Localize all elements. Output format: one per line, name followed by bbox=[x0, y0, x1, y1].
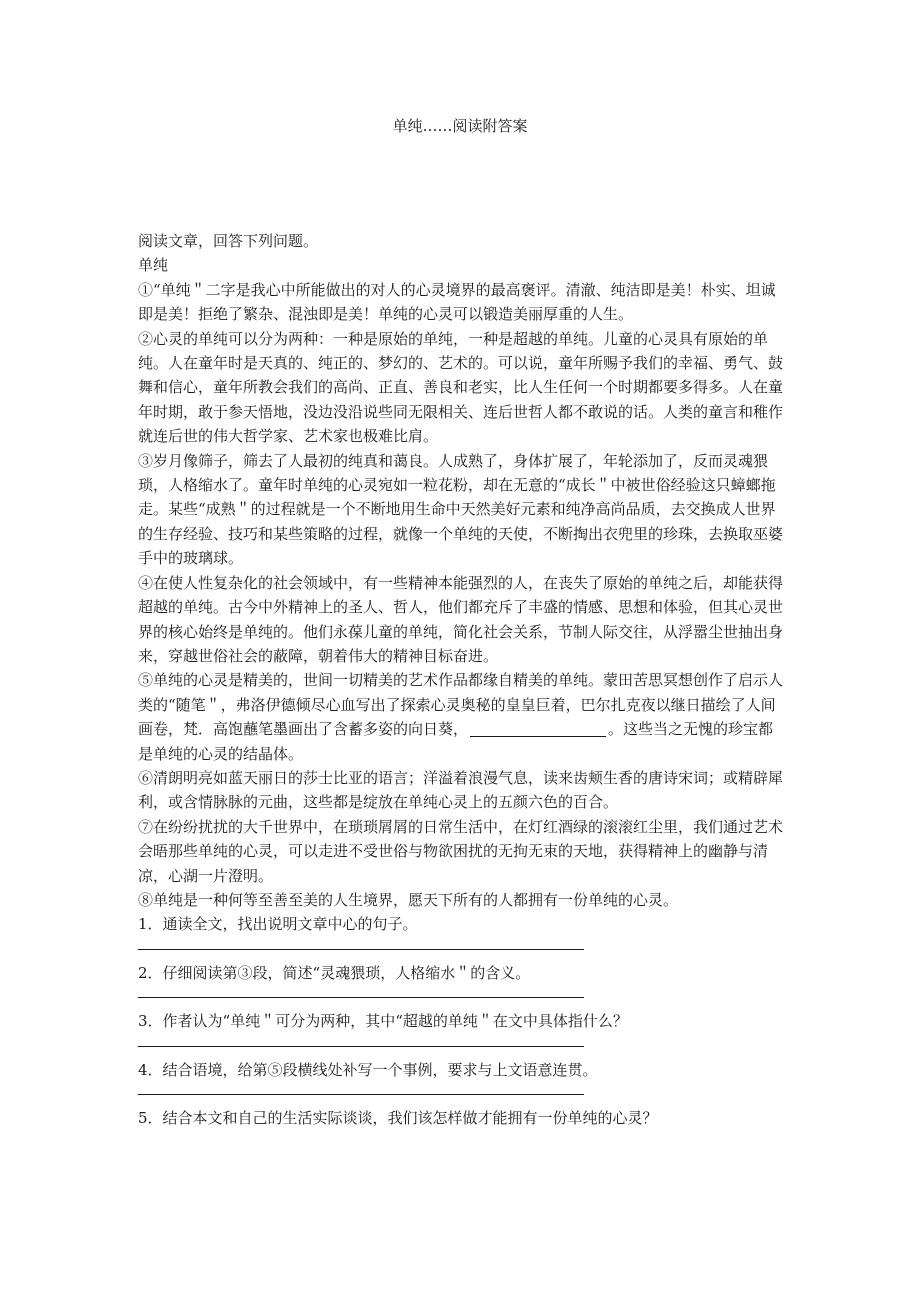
answer-line-2 bbox=[138, 997, 584, 998]
instruction-text: 阅读文章，回答下列问题。 bbox=[138, 232, 319, 250]
question-1: 1．通读全文，找出说明文章中心的句子。 bbox=[138, 915, 418, 934]
question-4: 4．结合语境，给第⑤段横线处补写一个事例，要求与上文语意连贯。 bbox=[138, 1060, 598, 1079]
answer-line-4 bbox=[138, 1094, 584, 1095]
answer-line-1 bbox=[138, 949, 584, 950]
paragraph-7: ⑦在纷纷扰扰的大千世界中，在琐琐屑屑的日常生活中，在灯红酒绿的滚滚红尘里，我们通过艺术会晤那些单纯的心灵，可以走进不受世俗与物欲困扰的无拘无束的天地，获得精神上的幽静与清凉，心湖一片澄明。 bbox=[138, 817, 784, 885]
paragraph-3: ③岁月像筛子，筛去了人最初的纯真和蔼良。人成熟了，身体扩展了，年轮添加了，反而灵魂猥琐，人格缩水了。童年时单纯的心灵宛如一粒花粉，却在无意的“成长＂中被世俗经验这只蟑螂拖走。某些“成熟＂的过程就是一个不断地用生命中天然美好元素和纯净高尚品质，去交换成人世界的生存经验、技巧和某些策略的过程，就像一个单纯的天使，不断掏出衣兜里的珍珠，去换取巫婆手中的玻璃球。 bbox=[138, 451, 784, 568]
paragraph-4: ④在使人性复杂化的社会领域中，有一些精神本能强烈的人，在丧失了原始的单纯之后，却能获得超越的单纯。古今中外精神上的圣人、哲人，他们都充斥了丰盛的情感、思想和体验，但其心灵世界的核心始终是单纯的。他们永葆儿童的单纯，简化社会关系，节制人际交往，从浮嚣尘世抽出身来，穿越世俗社会的蔽障，朝着伟大的精神目标奋进。 bbox=[138, 573, 784, 665]
question-2: 2．仔细阅读第③段，简述“灵魂猥琐，人格缩水＂的含义。 bbox=[138, 963, 531, 982]
question-3: 3．作者认为“单纯＂可分为两种，其中“超越的单纯＂在文中具体指什么？ bbox=[138, 1012, 628, 1031]
article-title: 单纯 bbox=[138, 256, 169, 275]
paragraph-5-text-after: 。这些当之无愧的珍宝都是单纯的心灵的结晶体。 bbox=[138, 720, 774, 763]
paragraph-5 bbox=[138, 668, 788, 766]
document-title: 单纯……阅读附答案 bbox=[392, 117, 528, 135]
document-body bbox=[138, 229, 788, 1130]
paragraph-5-text-before: ⑤单纯的心灵是精美的，世间一切精美的艺术作品都缘自精美的单纯。蒙田苦思冥想创作了启示人类的“随笔＂，弗洛伊德倾尽心血写出了探索心灵奥秘的皇皇巨着，巴尔扎克夜以继日描绘了人间画卷，梵．高饱蘸笔墨画出了含蓄多姿的向日葵， bbox=[138, 671, 784, 739]
paragraph-8: ⑧单纯是一种何等至善至美的人生境界，愿天下所有的人都拥有一份单纯的心灵。 bbox=[138, 890, 679, 909]
paragraph-1: ①“单纯＂二字是我心中所能做出的对人的心灵境界的最高褒评。清澈、纯洁即是美！朴实、坦诚即是美！拒绝了繁杂、混浊即是美！单纯的心灵可以锻造美丽厚重的人生。 bbox=[138, 280, 776, 324]
answer-line-3 bbox=[138, 1046, 584, 1047]
question-5: 5．结合本文和自己的生活实际谈谈，我们该怎样做才能拥有一份单纯的心灵？ bbox=[138, 1109, 658, 1127]
fill-in-blank-line bbox=[470, 721, 606, 737]
paragraph-6: ⑥清朗明亮如蓝天丽日的莎士比亚的语言；洋溢着浪漫气息，读来齿颊生香的唐诗宋词；或精辟犀利，或含情脉脉的元曲，这些都是绽放在单纯心灵上的五颜六色的百合。 bbox=[138, 768, 784, 812]
paragraph-2: ②心灵的单纯可以分为两种：一种是原始的单纯，一种是超越的单纯。儿童的心灵具有原始的单纯。人在童年时是天真的、纯正的、梦幻的、艺术的。可以说，童年所赐予我们的幸福、勇气、鼓舞和信心，童年所教会我们的高尚、正直、善良和老实，比人生任何一个时期都要多得多。人在童年时期，敢于参天悟地，没边没沿说些同无限相关、连后世哲人都不敢说的话。人类的童言和稚作就连后世的伟大哲学家、艺术家也极难比肩。 bbox=[138, 329, 784, 446]
